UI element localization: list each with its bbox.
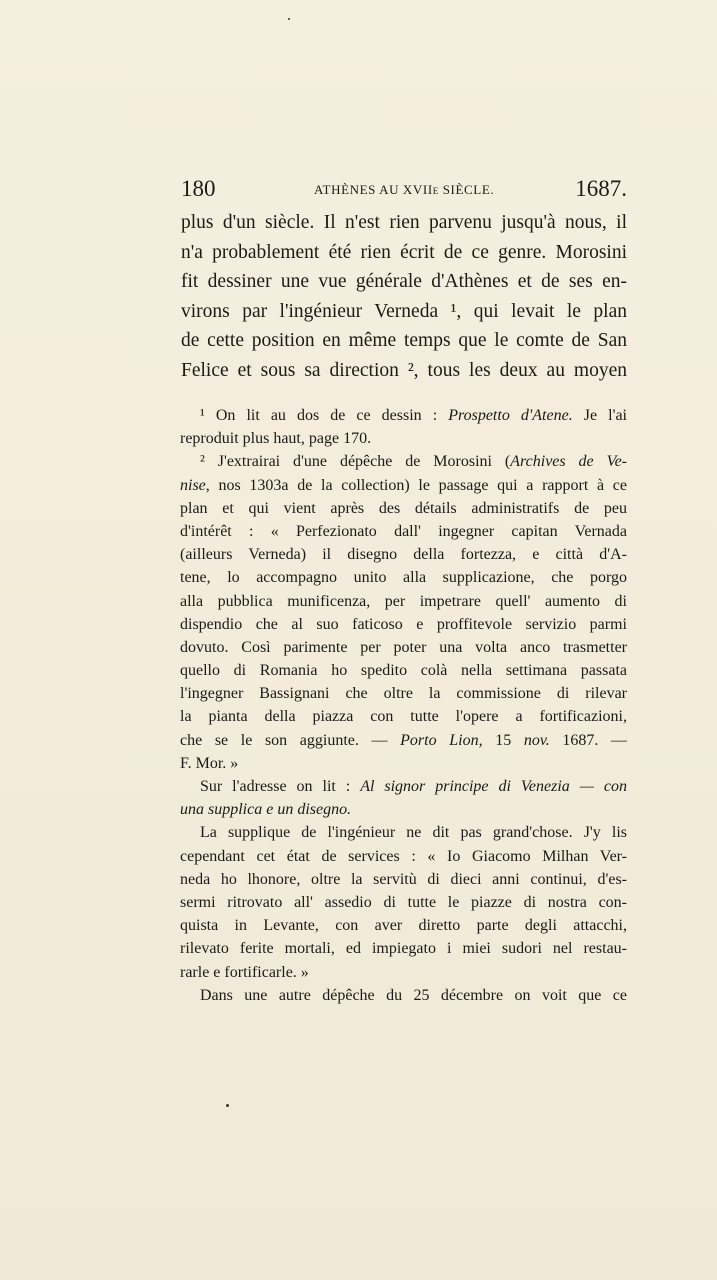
ink-speck (288, 18, 290, 20)
footnote-line (180, 474, 627, 497)
footnote-line: reproduit plus haut, page 170. (180, 430, 372, 448)
footnote-italic: Al signor principe di Venezia — con (360, 778, 627, 795)
footnote-line: alla pubblica munificenza, per impetrare quell' aumento di (180, 592, 627, 610)
footnote-line (180, 775, 627, 798)
footnote-text: , nos 1303a de la collection) le passage qui a rapport à ce (205, 476, 627, 494)
footnote-italic: Archives de Ve- (510, 453, 627, 471)
footnote-line: dispendio che al suo faticoso e proffitevole servizio parmi (180, 615, 627, 633)
footnote-line: rilevato ferite mortali, ed impiegato i miei sudori nel restau- (180, 940, 627, 958)
footnote-line (180, 404, 627, 427)
main-line: de cette position en même temps que le comte de San (181, 330, 627, 351)
main-line: n'a probablement été rien écrit de ce genre. Morosini (181, 241, 627, 263)
footnote-text: ¹ On lit au dos de ce dessin : (200, 407, 449, 424)
footnote-text: che se le son aggiunte. — (180, 731, 401, 749)
footnote-line: una supplica e un disegno. (180, 801, 352, 819)
footnotes (180, 404, 627, 1007)
footnote-text: 15 (482, 731, 524, 749)
footnote-line: rarle e fortificarle. » (180, 963, 309, 981)
footnote-line: plan et qui vient après des détails administratifs de peu (180, 499, 627, 517)
footnote-line (180, 729, 627, 752)
main-line: Felice et sous sa direction ², tous les deux au moyen (181, 359, 627, 381)
main-line: virons par l'ingénieur Verneda ¹, qui levait le plan (181, 300, 627, 322)
footnote-line: la pianta della piazza con tutte l'opere a fortificazioni, (180, 708, 627, 726)
footnote-text: Sur l'adresse on lit : (200, 778, 361, 795)
header-year: 1687. (575, 176, 627, 201)
main-line: fit dessiner une vue générale d'Athènes et de ses en- (181, 271, 627, 292)
footnote-text: Je l'ai (572, 407, 627, 424)
footnote-line: tene, lo accompagno unito alla supplicazione, che porgo (180, 569, 627, 587)
footnote-line: quista in Levante, con aver diretto parte degli attacchi, (180, 917, 627, 935)
footnote-line: F. Mor. » (180, 754, 239, 772)
footnote-italic: nise (180, 476, 206, 494)
footnote-line: (ailleurs Verneda) il disegno della fortezza, e città d'A- (180, 546, 627, 564)
footnote-line: l'ingegner Bassignani che oltre la commissione di rilevar (180, 685, 627, 703)
footnote-italic: Porto Lion, (400, 731, 483, 749)
footnote-italic: Prospetto d'Atene. (448, 407, 573, 424)
footnote-line: Dans une autre dépêche du 25 décembre on voit que ce (200, 986, 627, 1004)
footnote-line: cependant cet état de services : « Io Giacomo Milhan Ver- (180, 847, 627, 865)
main-line: plus d'un siècle. Il n'est rien parvenu jusqu'à nous, il (181, 212, 627, 233)
footnote-line: neda ho lhonore, oltre la servitù di dieci anni continui, d'es- (180, 870, 627, 888)
running-header (181, 176, 627, 206)
footnote-italic: nov. (523, 731, 550, 749)
footnote-text: ² J'extrairai d'une dépêche de Morosini ( (200, 453, 511, 471)
footnote-line: sermi ritrovato all' assedio di tutte le piazze di nostra con- (180, 893, 627, 911)
main-text (181, 208, 627, 385)
footnote-line: dovuto. Così parimente per poter una volta anco trasmetter (180, 638, 627, 656)
footnote-text: 1687. — (549, 731, 627, 749)
ink-speck (226, 1104, 229, 1107)
footnote-line: d'intérêt : « Perfezionato dall' ingegner capitan Vernada (180, 522, 627, 540)
footnote-line: quello di Romania ho spedito colà nella settimana passata (180, 662, 627, 680)
footnote-line: La supplique de l'ingénieur ne dit pas grand'chose. J'y lis (200, 824, 627, 842)
footnote-line (180, 450, 627, 473)
page-number: 180 (181, 176, 216, 201)
running-title: ATHÈNES AU XVIIe SIÈCLE. (314, 182, 495, 197)
